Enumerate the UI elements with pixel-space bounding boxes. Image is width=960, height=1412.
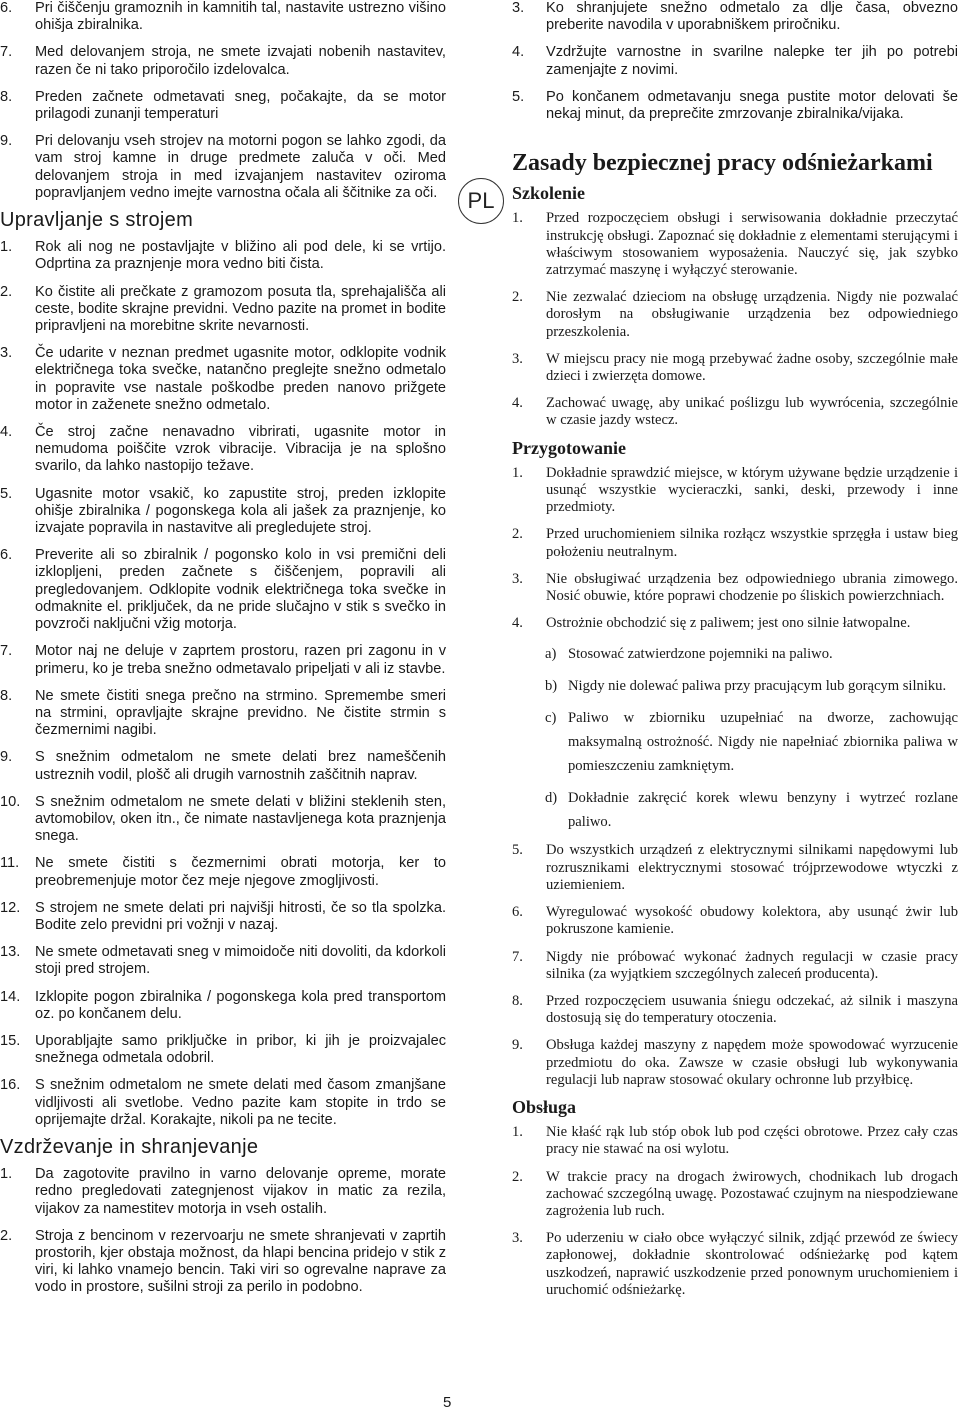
item-text: Przed uruchomieniem silnika rozłącz wszystkie sprzęgła i ustaw bieg położeniu neutralnym. (546, 526, 958, 560)
item-text: Pri delovanju vseh strojev na motorni pogon se lahko zgodi, da vam stroj kamne in druge predmete zaluča v oči. Med delovanjem stroja in med izvajanjem nastavitev oziroma popravljanjem vedno imejte varnostna očala ali ščitnike za oči. (35, 133, 446, 201)
item-text: S snežnim odmetalom ne smete delati med časom zmanjšane vidljivosti ali svetlobe. Vedno pazite kam stopite in trdo se oprijemajte držal. Korakajte, nikoli pa ne tecite. (35, 1077, 446, 1128)
item-text: Ugasnite motor vsakič, ko zapustite stroj, preden izklopite ohišje zbiralnika / pogonskega kola ali jašek za praznjenje, ko izvajate popravila in nastavitve ali pregledujete stroj. (35, 485, 446, 537)
sub-list-item (512, 642, 958, 666)
item-number: 10. (0, 793, 21, 810)
list-item (0, 89, 446, 123)
sub-list-item (512, 674, 958, 698)
item-number: 7. (0, 44, 13, 61)
item-text: Pri čiščenju gramoznih in kamnitih tal, nastavite ustrezno višino ohišja zbiralnika. (35, 0, 446, 34)
item-text: S strojem ne smete delati pri najvišji hitrosti, če so tla spolzka. Bodite zelo previdni pri vožnji v nazaj. (35, 899, 446, 933)
item-number: 2. (0, 1227, 13, 1244)
item-text: Nie kłaść rąk lub stóp obok lub pod części obrotowe. Przez cały czas pracy nie stawać na osi wylotu. (546, 1124, 958, 1158)
item-text: Nie obsługiwać urządzenia bez odpowiedniego ubrania zimowego. Nosić obuwie, które poprawi chodzenie po śliskich powierzchniach. (546, 570, 958, 605)
list-item (0, 424, 446, 476)
upravljanje-list (0, 239, 446, 1129)
item-number: 1. (512, 464, 523, 481)
item-text: Nigdy nie próbować wykonać żadnych regulacji w czasie pracy silnika (za wyjątkiem szczególnych zaleceń producenta). (546, 948, 958, 982)
item-text: W trakcie pracy na drogach żwirowych, chodnikach lub drogach zachować szczególną uwagę. Pozostawać czujnym na niespodziewane zagrożenia lub ruch. (546, 1168, 958, 1219)
main-title-pl: Zasady bezpiecznej pracy odśnieżarkami (512, 150, 933, 177)
list-item (512, 526, 958, 560)
item-number: d) (545, 790, 558, 807)
item-text: Preden začnete odmetavati sneg, počakajte, da se motor prilagodi zunanji temperaturi (35, 88, 446, 123)
right-column (512, 0, 958, 1309)
item-number: 2. (0, 283, 13, 300)
item-number: 4. (512, 395, 523, 412)
item-text: Dokładnie sprawdzić miejsce, w którym używane będzie urządzenie i usunąć wszystkie wycieraczki, sanki, deski, przewody i inne przedmioty. (546, 464, 958, 516)
item-number: a) (545, 646, 557, 663)
list-item (512, 210, 958, 279)
list-item (0, 0, 446, 34)
item-text: Ko čistite ali prečkate z gramozom posuta tla, sprehajališča ali ceste, bodite skrajne previdni. Vedno pazite na promet in bodite pripravljeni na morebitne skrite nevarnosti. (35, 283, 446, 335)
item-text: Nie zezwalać dzieciom na obsługę urządzenia. Nigdy nie pozwalać dorosłym na obsługiwanie urządzenia bez odpowiedniego przeszkolenia. (546, 289, 958, 340)
item-number: 1. (0, 1166, 13, 1183)
item-number: 8. (512, 992, 523, 1009)
item-number: 2. (512, 289, 523, 306)
list-item (512, 1169, 958, 1221)
page-number: 5 (443, 1394, 452, 1411)
right-intro-list (512, 0, 958, 123)
item-number: 14. (0, 988, 21, 1005)
item-text: Ne smete odmetavati sneg v mimoidoče niti dovoliti, da kdorkoli stoji pred strojem. (35, 944, 446, 978)
list-item (512, 1230, 958, 1299)
item-number: 15. (0, 1032, 21, 1049)
item-number: 3. (512, 570, 523, 587)
item-number: 11. (0, 855, 20, 872)
item-text: Vzdržujte varnostne in svarilne nalepke ter jih po potrebi zamenjajte z novimi. (546, 44, 958, 78)
list-item (0, 749, 446, 783)
list-item (0, 643, 446, 677)
left-intro-list (0, 0, 446, 202)
item-text: Dokładnie zakręcić korek wlewu benzyny i wytrzeć rozlane paliwo. (568, 790, 958, 831)
list-item (0, 284, 446, 336)
przygotowanie-list-continued (512, 842, 958, 1088)
item-number: 2. (512, 526, 523, 543)
item-text: S snežnim odmetalom ne smete delati brez nameščenih ustreznih vodil, plošč ali drugih varnostnih zaščitnih naprav. (35, 749, 446, 783)
item-number: 6. (0, 547, 13, 564)
list-item (0, 1033, 446, 1067)
item-number: 4. (0, 424, 13, 441)
przygotowanie-list (512, 465, 958, 633)
item-number: 3. (512, 350, 523, 367)
item-text: Preverite ali so zbiralnik / pogonsko kolo in vsi premični deli izklopljeni, preden začnete s čiščenjem, popravili ali pregledovanjem. Odklopite vodnik električnega toka svečke in odmaknite el. priključek, da ne pride slučajno v stik s svečko in povzroči naključni vžig motorja. (35, 547, 446, 633)
item-number: 7. (0, 643, 13, 660)
item-text: Ko shranjujete snežno odmetalo za dlje časa, obvezno preberite navodila v uporabniškem priročniku. (546, 0, 958, 34)
list-item (512, 395, 958, 429)
section-title-upravljanje: Upravljanje s strojem (0, 209, 194, 232)
list-item (512, 842, 958, 894)
list-item (512, 1124, 958, 1158)
list-item (0, 133, 446, 202)
item-number: 4. (512, 44, 525, 61)
item-text: Uporabljajte samo priključke in pribor, ki jih je proizvajalec snežnega odmetala odobril. (35, 1032, 446, 1067)
item-text: Stroja z bencinom v rezervoarju ne smete shranjevati v zaprtih prostorih, kjer obstaja možnost, da hlapi bencina pridejo v stik z viri, ki lahko vnamejo bencin. Taki viri so ogrevalne naprave za vodo in prostore, sušilni stroji za perilo in podobno. (35, 1227, 446, 1296)
item-number: 8. (0, 687, 13, 704)
list-item (0, 794, 446, 846)
item-number: 5. (0, 485, 13, 502)
sub-list-item (512, 706, 958, 778)
item-text: Ostrożnie obchodzić się z paliwem; jest ono silnie łatwopalne. (546, 615, 911, 632)
list-item (512, 289, 958, 341)
list-item (0, 1077, 446, 1129)
list-item (512, 351, 958, 385)
list-item (512, 44, 958, 78)
list-item (0, 486, 446, 538)
item-text: Przed rozpoczęciem usuwania śniegu odczekać, aż silnik i maszyna dostosują się do temperatury otoczenia. (546, 992, 958, 1027)
item-text: Stosować zatwierdzone pojemniki na paliwo. (568, 646, 833, 663)
item-text: Paliwo w zbiorniku uzupełniać na dworze, zachowując maksymalną ostrożność. Nigdy nie napełniać zbiornika paliwa w pomieszczeniu zamkniętym. (568, 710, 958, 775)
obsluga-list (512, 1124, 958, 1299)
section-title-obsluga: Obsługa (512, 1096, 577, 1117)
item-number: 5. (512, 88, 525, 105)
list-item (0, 900, 446, 934)
item-text: Po uderzeniu w ciało obce wyłączyć silnik, zdjąć przewód ze świecy zapłonowej, dokładnie skontrolować odśnieżarkę pod kątem uszkodzeń, naprawić uszkodzenie przed ponownym uruchomieniem i uruchomić odśnieżarkę. (546, 1230, 958, 1298)
list-item (0, 688, 446, 740)
list-item (0, 989, 446, 1023)
item-number: 12. (0, 899, 21, 916)
item-text: Po končanem odmetavanju snega pustite motor delovati še nekaj minut, da preprečite zmrzovanje zbiralnika/vijaka. (546, 88, 958, 123)
list-item (512, 89, 958, 123)
item-text: Obsługa każdej maszyny z napędem może spowodować wyrzucenie przedmiotu do oka. Zawsze w czasie obsługi lub wykonywania regulacji lub napraw stosować okulary ochronne lub przyłbicę. (546, 1037, 958, 1088)
item-number: 9. (0, 133, 13, 150)
item-number: 13. (0, 944, 21, 961)
list-item (0, 855, 446, 889)
item-number: 1. (512, 1124, 523, 1141)
item-text: Da zagotovite pravilno in varno delovanje opreme, morate redno pregledovati zategnjenost vijakov in matic za rezila, vijakov za namestitev motorja in vseh ostalih. (35, 1166, 446, 1217)
item-number: 9. (512, 1037, 523, 1054)
section-title-vzdrzevanje: Vzdrževanje in shranjevanje (0, 1135, 259, 1158)
item-text: Če udarite v neznan predmet ugasnite motor, odklopite vodnik električnega toka svečke, natančno preglejte snežno odmetalo in popravite vse nastale poškodbe preden nanovo prižgete motor in zaženete snežno odmetalo. (35, 345, 446, 413)
item-text: Izklopite pogon zbiralnika / pogonskega kola pred transportom oz. po končanem delu. (35, 988, 446, 1022)
item-number: 3. (512, 1230, 523, 1247)
section-title-przygotowanie: Przygotowanie (512, 437, 626, 458)
list-item (512, 465, 958, 517)
item-text: Ne smete čistiti s čezmernimi obrati motorja, ker to preobremenjuje motor čez meje njegove zmogljivosti. (35, 855, 446, 889)
szkolenie-list (512, 210, 958, 429)
list-item (0, 1228, 446, 1297)
item-text: Med delovanjem stroja, ne smete izvajati nobenih nastavitev, razen če ni tako priporočilo izdelovalca. (35, 44, 446, 78)
item-number: 1. (512, 210, 523, 227)
list-item (0, 1166, 446, 1218)
item-number: 5. (512, 842, 523, 859)
item-text: Przed rozpoczęciem obsługi i serwisowania dokładnie przeczytać instrukcję obsługi. Zapoznać się dokładnie z elementami sterującymi i właściwym stosowaniem wyposażenia. Nauczyć się, jak szybko zatrzymać maszynę i wyłączyć sterowanie. (546, 210, 958, 279)
item-number: 3. (0, 345, 13, 362)
item-number: 9. (0, 749, 13, 766)
list-item (0, 239, 446, 273)
item-text: Zachować uwagę, aby unikać poślizgu lub wywrócenia, szczególnie w czasie jazdy wstecz. (546, 395, 958, 429)
list-item (512, 571, 958, 605)
section-title-szkolenie: Szkolenie (512, 183, 586, 204)
item-text: Do wszystkich urządzeń z elektrycznymi silnikami napędowymi lub rozrusznikami elektrycznymi stosować trójprzewodowe wtyczki z uziemieniem. (546, 842, 958, 893)
item-number: 1. (0, 239, 13, 256)
item-number: b) (545, 678, 558, 695)
item-number: 3. (512, 0, 525, 16)
item-text: S snežnim odmetalom ne smete delati v bližini steklenih sten, avtomobilov, oken itn., če nimate nastavljenega kota praznjenja snega. (35, 793, 446, 845)
list-item (0, 44, 446, 78)
item-text: W miejscu pracy nie mogą przebywać żadne osoby, szczególnie małe dzieci i zwierzęta domowe. (546, 350, 958, 385)
list-item (512, 949, 958, 983)
item-number: 8. (0, 88, 13, 105)
item-text: Motor naj ne deluje v zaprtem prostoru, razen pri zagonu in v primeru, ko je treba snežno odmetavalo pripeljati v ali iz stavbe. (35, 643, 446, 677)
left-column-slovenian (0, 0, 446, 1307)
item-text: Rok ali nog ne postavljajte v bližino ali pod dele, ki se vrtijo. Odprtina za praznjenje mora vedno biti čista. (35, 239, 446, 273)
list-item (0, 944, 446, 978)
item-number: c) (545, 710, 557, 727)
list-item (512, 1037, 958, 1089)
item-text: Ne smete čistiti snega prečno na strmino. Spremembe smeri na strmini, opravljajte skrajne previdno. Ne čistite strmin s čezmernimi nagibi. (35, 687, 446, 739)
item-number: 7. (512, 948, 523, 965)
list-item (512, 904, 958, 938)
list-item (512, 993, 958, 1027)
item-number: 16. (0, 1077, 21, 1094)
item-number: 6. (512, 904, 523, 921)
language-badge-pl: PL (458, 178, 504, 224)
item-text: Če stroj začne nenavadno vibrirati, ugasnite motor in nemudoma poiščite vzrok vibracije. Vibracija je na splošno svarilo, da lahko nastopijo težave. (35, 424, 446, 475)
item-number: 4. (512, 615, 523, 632)
list-item (0, 547, 446, 633)
list-item (512, 615, 958, 632)
vzdrzevanje-list (0, 1166, 446, 1296)
list-item (0, 345, 446, 414)
item-text: Wyregulować wysokość obudowy kolektora, aby usunąć żwir lub pokruszone kamienie. (546, 904, 958, 938)
item-text: Nigdy nie dolewać paliwa przy pracującym lub gorącym silniku. (568, 678, 947, 695)
item-number: 2. (512, 1168, 523, 1185)
paliwo-sublist (512, 642, 958, 834)
item-number: 6. (0, 0, 13, 16)
sub-list-item (512, 786, 958, 834)
list-item (512, 0, 958, 34)
